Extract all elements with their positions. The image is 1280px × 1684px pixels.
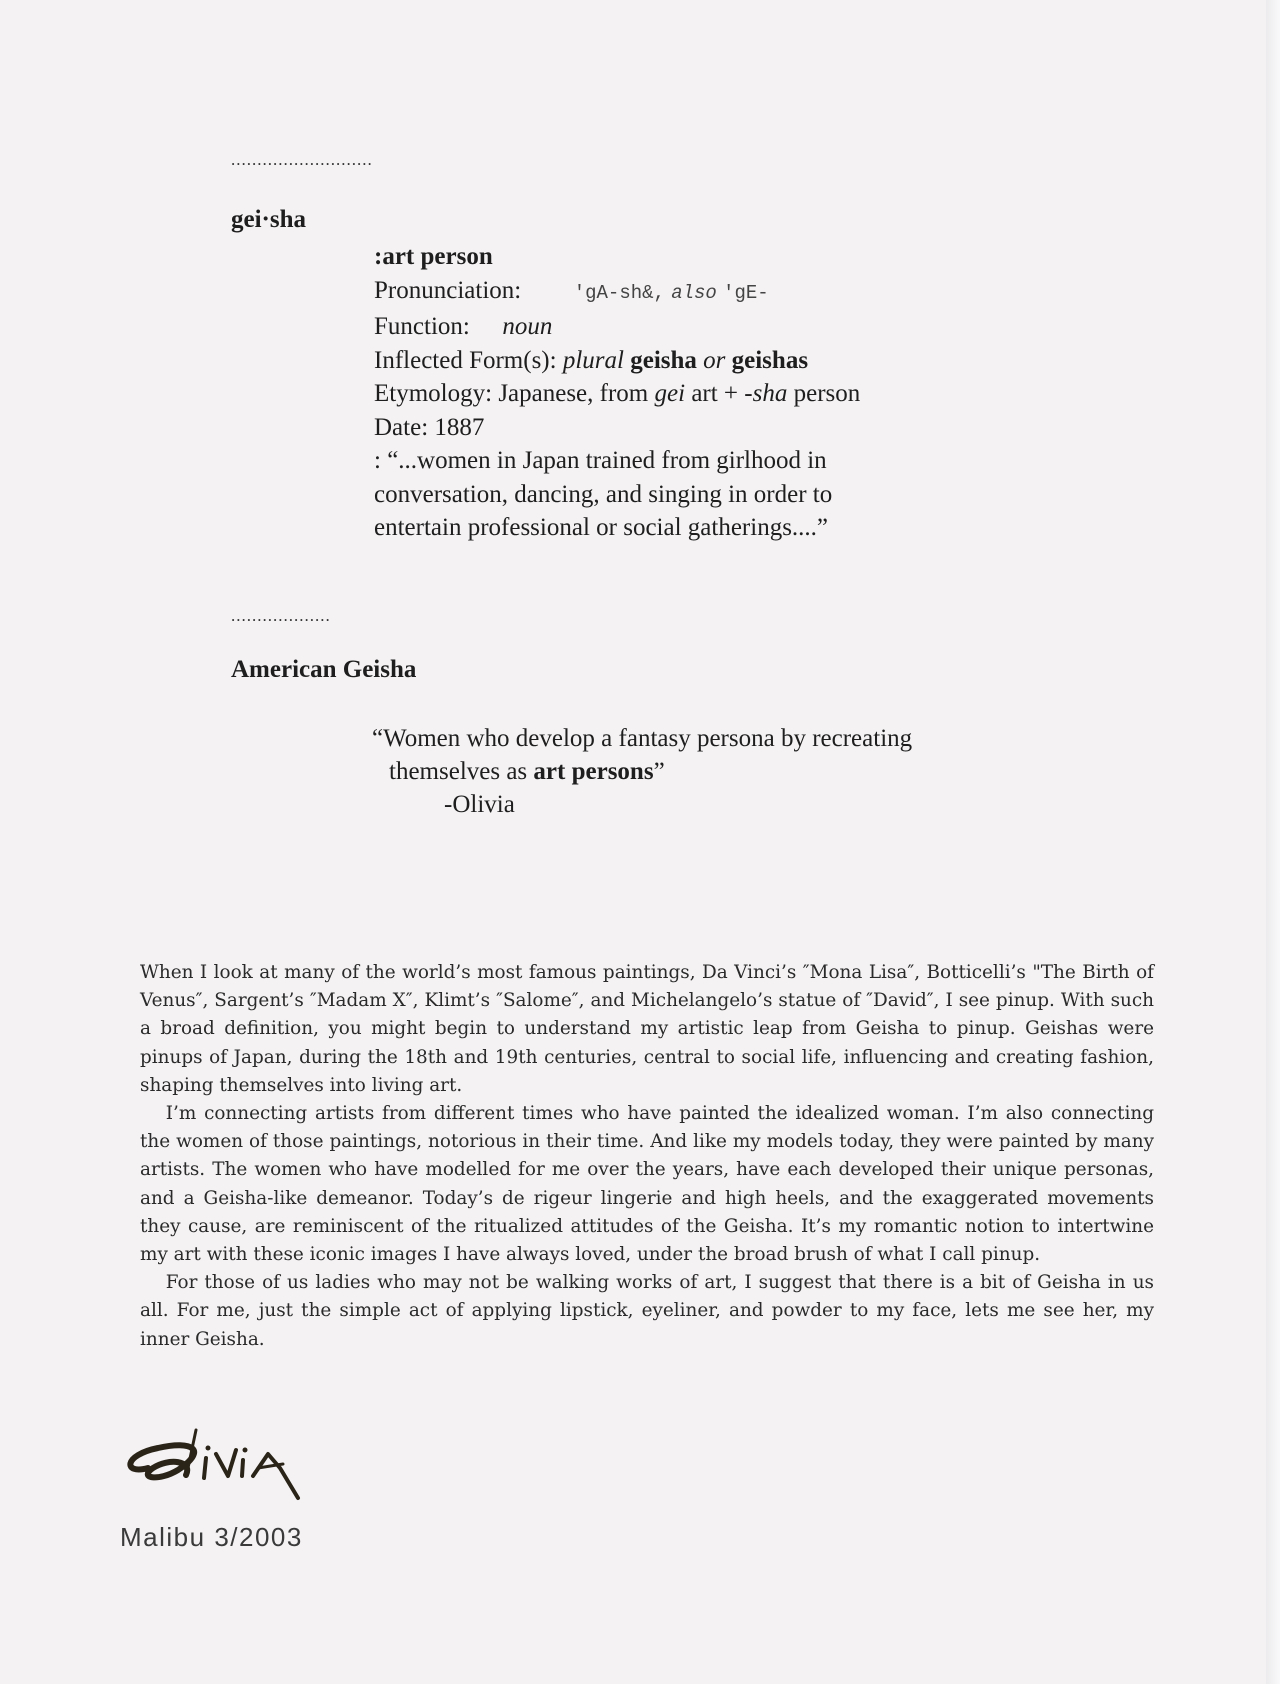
inflected-label: Inflected Form(s): <box>374 346 557 374</box>
dictionary-entry <box>374 240 1074 545</box>
quote-emphasis: art persons <box>533 758 654 785</box>
inflected-form-1: geisha <box>630 346 697 374</box>
function-value: noun <box>502 313 553 340</box>
paragraph-2: I’m connecting artists from different times who have painted the idealized woman. I’m also connecting the women of those paintings, notorious in their time. And like my models today, they were painted by many artists. The women who have modelled for me over the years, have each developed their unique personas, and a Geisha-like demeanor. Today’s de rigeur lingerie and high heels, and the exaggerated movements they cause, are reminiscent of the ritualized attitudes of the Geisha. It’s my romantic notion to intertwine my art with these iconic images I have always loved, under the broad brush of what I call pinup. <box>140 1103 1154 1266</box>
inflected-line <box>374 344 1074 378</box>
date-label: Date: <box>374 413 429 441</box>
definition-line-2: conversation, dancing, and singing in order to <box>374 480 833 508</box>
paragraph-1: When I look at many of the world’s most famous paintings, Da Vinci’s ″Mona Lisa″, Botticelli’s "The Birth of Venus″, Sargent’s ″Madam X″, Klimt’s ″Salome″, and Michelangelo’s statue of ″David″, I see pinup. With such a broad definition, you might begin to understand my artistic leap from Geisha to pinup. Geishas were pinups of Japan, during the 18th and 19th centuries, central to social life, influencing and creating fashion, shaping themselves into living art. <box>140 962 1154 1096</box>
etymology-gei: gei <box>654 380 686 407</box>
etymology-sha: -sha <box>744 380 788 407</box>
pronunciation-also: also <box>671 281 717 304</box>
sense-label: :art person <box>374 243 493 270</box>
pronunciation-value-b: 'gE- <box>723 281 769 304</box>
section-title: American Geisha <box>231 656 417 683</box>
function-line <box>374 310 1074 344</box>
inflected-form-2: geishas <box>731 346 809 374</box>
pronunciation-line <box>374 274 1074 311</box>
function-label: Function: <box>374 313 470 340</box>
paragraph-3: For those of us ladies who may not be walking works of art, I suggest that there is a bit of Geisha in us all. For me, just the simple act of applying lipstick, eyeliner, and powder to my face, lets me see her, my inner Geisha. <box>140 1272 1154 1350</box>
signature <box>118 1420 318 1510</box>
etymology-post: person <box>793 380 861 407</box>
etymology-pre: Japanese, from <box>498 380 649 407</box>
date-line <box>374 411 1074 445</box>
definition-line-1: : “...women in Japan trained from girlhood in <box>374 447 827 474</box>
page-edge <box>1266 0 1280 1684</box>
inflected-plural: plural <box>562 346 624 374</box>
divider-dots-section: ................... <box>231 606 331 625</box>
quote-block <box>372 722 912 821</box>
quote-line-1: “Women who develop a fantasy persona by recreating <box>372 725 913 752</box>
definition-line-3: entertain professional or social gatherings....” <box>374 514 829 541</box>
signature-graphic <box>118 1420 318 1510</box>
pronunciation-label: Pronunciation: <box>374 276 522 304</box>
quote-line-2 <box>372 755 912 788</box>
quote-attribution: -Olivia <box>444 791 515 818</box>
headword: gei·sha <box>231 206 307 233</box>
divider-dots-top: ........................... <box>231 150 373 169</box>
etymology-mid: art + <box>691 380 739 407</box>
quote-close: ” <box>653 758 665 785</box>
quote-line-2-pre: themselves as <box>389 758 528 785</box>
inflected-or: or <box>703 346 726 374</box>
date-value: 1887 <box>434 413 485 441</box>
place-date: Malibu 3/2003 <box>120 1522 303 1552</box>
essay-body <box>140 959 1154 1354</box>
etymology-label: Etymology: <box>374 380 493 407</box>
pronunciation-value-a: 'gA-sh&, <box>573 281 665 304</box>
etymology-line <box>374 377 1074 411</box>
